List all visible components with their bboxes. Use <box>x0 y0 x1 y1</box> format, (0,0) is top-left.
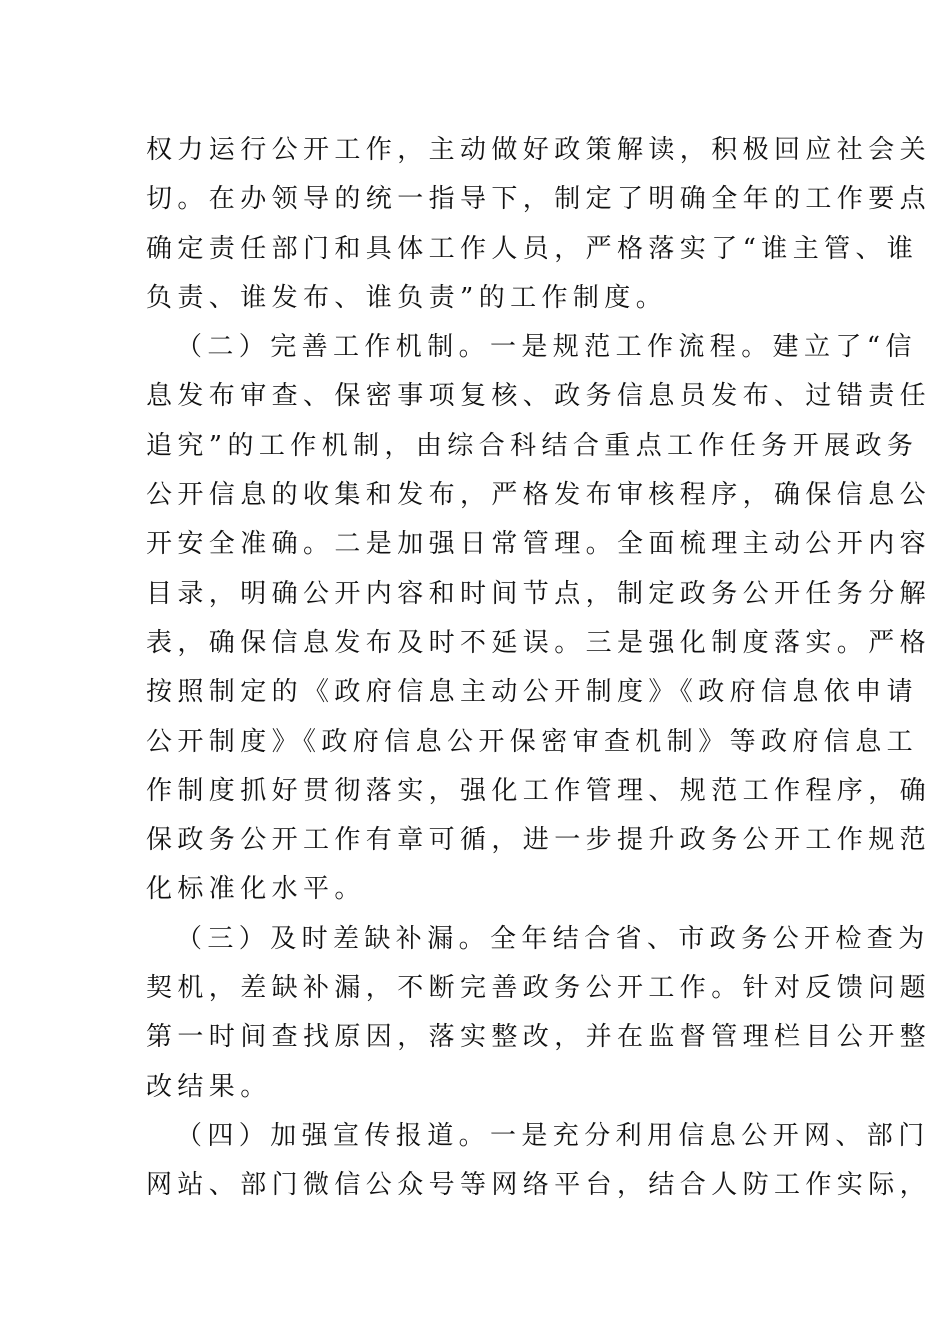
text-line: 息发布审查、保密事项复核、政务信息员发布、过错责任 <box>146 381 932 412</box>
document-body <box>146 126 932 1211</box>
text-line: 开安全准确。二是加强日常管理。全面梳理主动公开内容 <box>146 529 932 560</box>
text-line: 改结果。 <box>146 1071 272 1102</box>
text-line: 确定责任部门和具体工作人员，严格落实了“谁主管、谁 <box>146 233 919 264</box>
text-line: 切。在办领导的统一指导下，制定了明确全年的工作要点 <box>146 184 932 215</box>
text-line: 契机，差缺补漏，不断完善政务公开工作。针对反馈问题 <box>146 973 932 1004</box>
text-line: 第一时间查找原因，落实整改，并在监督管理栏目公开整 <box>146 1022 932 1053</box>
text-line: 按照制定的《政府信息主动公开制度》《政府信息依申请 <box>146 677 919 708</box>
text-line: 追究”的工作机制，由综合科结合重点工作任务开展政务 <box>146 430 919 461</box>
text-line: 目录，明确公开内容和时间节点，制定政务公开任务分解 <box>146 578 932 609</box>
text-line: 保政务公开工作有章可循，进一步提升政务公开工作规范 <box>146 825 932 856</box>
text-line: 化标准化水平。 <box>146 874 366 905</box>
text-line: 公开制度》《政府信息公开保密审查机制》等政府信息工 <box>146 726 919 757</box>
text-line: 表，确保信息发布及时不延误。三是强化制度落实。严格 <box>146 627 932 658</box>
paragraph-start-line: （二）完善工作机制。一是规范工作流程。建立了“信 <box>176 332 917 363</box>
text-line: 权力运行公开工作，主动做好政策解读，积极回应社会关 <box>146 135 932 165</box>
text-line: 网站、部门微信公众号等网络平台，结合人防工作实际， <box>146 1170 932 1201</box>
text-line: 作制度抓好贯彻落实，强化工作管理、规范工作程序，确 <box>146 775 932 806</box>
paragraph-start-line: （三）及时差缺补漏。全年结合省、市政务公开检查为 <box>176 923 930 954</box>
text-line: 负责、谁发布、谁负责”的工作制度。 <box>146 282 668 313</box>
paragraph-start-line: （四）加强宣传报道。一是充分利用信息公开网、部门 <box>176 1120 930 1151</box>
text-line: 公开信息的收集和发布，严格发布审核程序，确保信息公 <box>146 480 932 511</box>
